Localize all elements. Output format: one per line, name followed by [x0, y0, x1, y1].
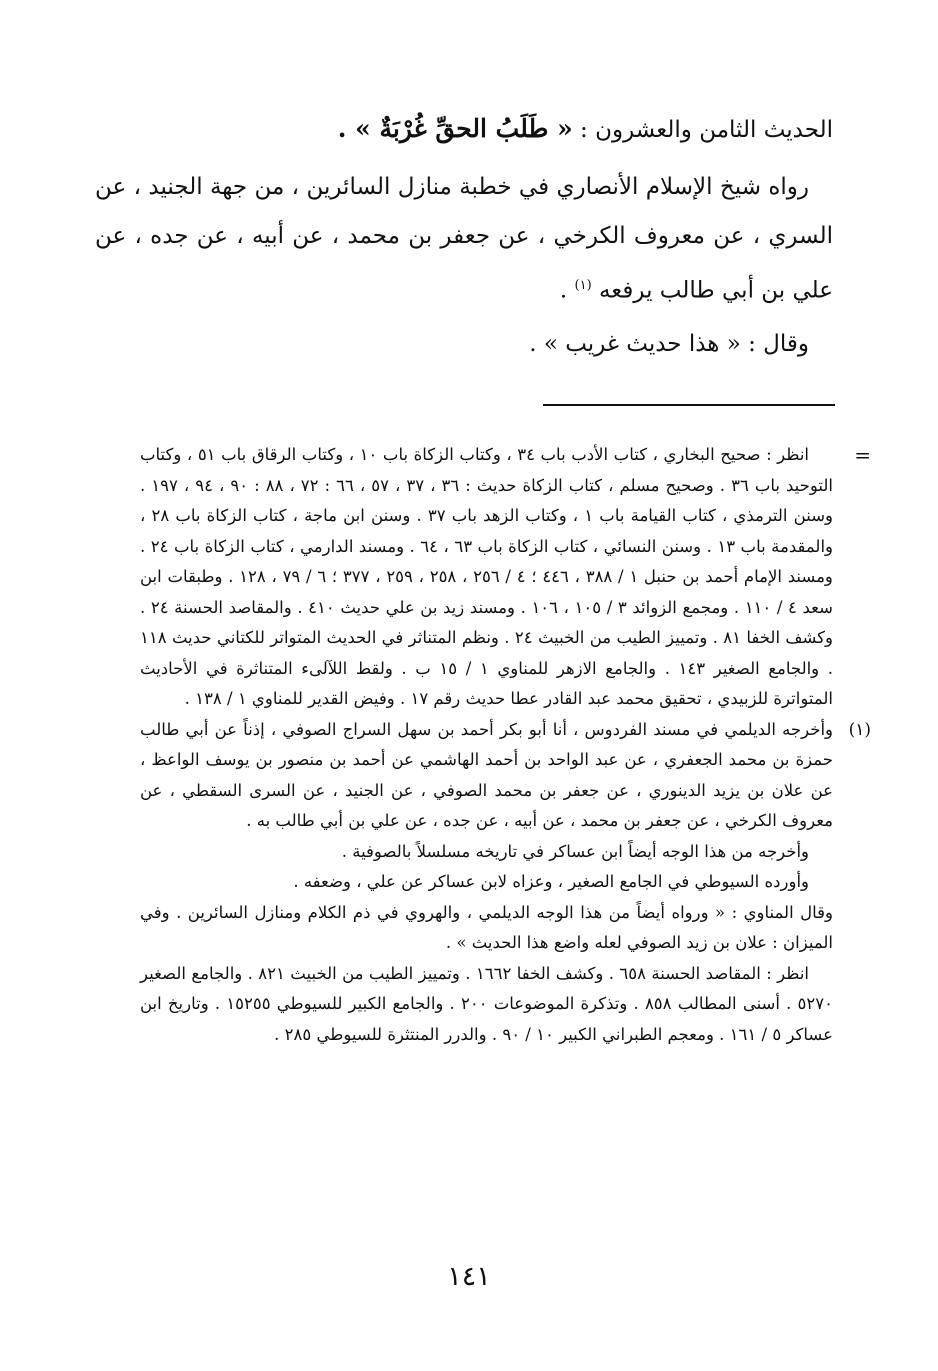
narration-text: رواه شيخ الإسلام الأنصاري في خطبة منازل السائرين ، من جهة الجنيد ، عن السري ، عن معروف الكرخي ، عن جعفر بن محمد ، عن أبيه ، عن جده ، عن علي بن أبي طالب يرفعه	[95, 174, 833, 304]
footnote-1-paragraph: وأخرجه الديلمي في مسند الفردوس ، أنا أبو بكر أحمد بن سهل السراج الصوفي ، إذناً عن أبي طالب حمزة بن محمد الجعفري ، عن عبد الواحد بن أحمد الهاشمي عن أحمد بن منصور بن يوسف الواعظ ، عن علان بن يزيد الدينوري ، عن جعفر بن محمد الصوفي ، عن الجنيد ، عن السرى السقطي ، عن معروف الكرخي ، عن جعفر بن محمد ، عن أبيه ، عن جده ، عن علي بن أبي طالب به .	[140, 719, 833, 830]
footnote-1-paragraph: وأورده السيوطي في الجامع الصغير ، وعزاه لابن عساكر عن علي ، وضعفه .	[293, 872, 809, 891]
footnote-1-paragraph: وأخرجه من هذا الوجه أيضاً ابن عساكر في تاريخه مسلسلاً بالصوفية .	[341, 841, 809, 861]
page-number: ١٤١	[447, 1261, 491, 1292]
footnote-separator	[543, 404, 835, 406]
footnotes-section	[140, 440, 871, 1050]
narration-paragraph	[95, 163, 833, 316]
footnote-1-marker: (١)	[848, 719, 871, 740]
footnote-1-paragraph: انظر : المقاصد الحسنة ٦٥٨ . وكشف الخفا ١٦٦٢ . وتمييز الطيب من الخبيث ٨٢١ . والجامع الصغير ٥٢٧٠ . أسنى المطالب ٨٥٨ . وتذكرة الموضوعات ٢٠٠ . والجامع الكبير للسيوطي ١٥٢٥٥ . وتاريخ ابن عساكر ٥ / ١٦١ . ومعجم الطبراني الكبير ١٠ / ٩٠ . والدرر المنتثرة للسيوطي ٢٨٥ .	[140, 963, 833, 1044]
footnote-1-paragraph: وقال المناوي : « ورواه أيضاً من هذا الوجه الديلمي ، والهروي في ذم الكلام ومنازل السائرين . وفي الميزان : علان بن زيد الصوفي لعله واضع هذا الحديث » .	[140, 902, 833, 952]
hadith-title: « طَلَبُ الحقِّ غُرْبَةٌ » .	[337, 114, 573, 143]
narration-end: .	[559, 277, 575, 304]
footnote-continuation-text: انظر : صحيح البخاري ، كتاب الأدب باب ٣٤ ، وكتاب الزكاة باب ١٠ ، وكتاب الرقاق باب ٥١ ، وكتاب التوحيد باب ٣٦ . وصحيح مسلم ، كتاب الزكاة حديث : ٣٦ ، ٣٧ ، ٥٧ ، ٦٦ : ٧٢ ، ٨٨ : ٩٠ ، ٩٤ ، ١٩٧ . وسنن الترمذي ، كتاب القيامة باب ١ ، وكتاب الزهد باب ٣٧ . وسنن ابن ماجة ، كتاب الزكاة باب ٢٨ ، والمقدمة باب ١٣ . وسنن النسائي ، كتاب الزكاة باب ٦٣ ، ٦٤ . ومسند الدارمي ، كتاب الزكاة باب ٢٤ . ومسند الإمام أحمد بن حنبل ١ / ٣٨٨ ، ٤٤٦ ؛ ٤ / ٢٥٦ ، ٢٥٨ ، ٢٥٩ ، ٣٧٧ ؛ ٦ / ٧٩ ، ١٢٨ . وطبقات ابن سعد ٤ / ١١٠ . ومجمع الزوائد ٣ / ١٠٥ ، ١٠٦ . ومسند زيد بن علي حديث ٤١٠ . والمقاصد الحسنة ٢٤ . وكشف الخفا ٨١ . وتمييز الطيب من الخبيث ٢٤ . ونظم المتناثر في الحديث المتواتر للكتاني حديث ١١٨ . والجامع الصغير ١٤٣ . والجامع الازهر للمناوي ١ / ١٥ ب . ولقط اللآلىء المتناثرة في الأحاديث المتواترة للزبيدي ، تحقيق محمد عبد القادر عطا حديث رقم ١٧ . وفيض القدير للمناوي ١ / ١٣٨ .	[140, 445, 834, 708]
footnote-1	[140, 715, 871, 1051]
main-text	[95, 110, 833, 364]
hadith-heading	[95, 110, 833, 149]
hadith-heading-prefix: الحديث الثامن والعشرون :	[580, 117, 833, 143]
footnote-continuation	[140, 440, 871, 715]
footnote-reference: (١)	[574, 278, 592, 293]
author-comment: وقال : « هذا حديث غريب » .	[529, 330, 809, 357]
continuation-mark: =	[854, 443, 871, 467]
